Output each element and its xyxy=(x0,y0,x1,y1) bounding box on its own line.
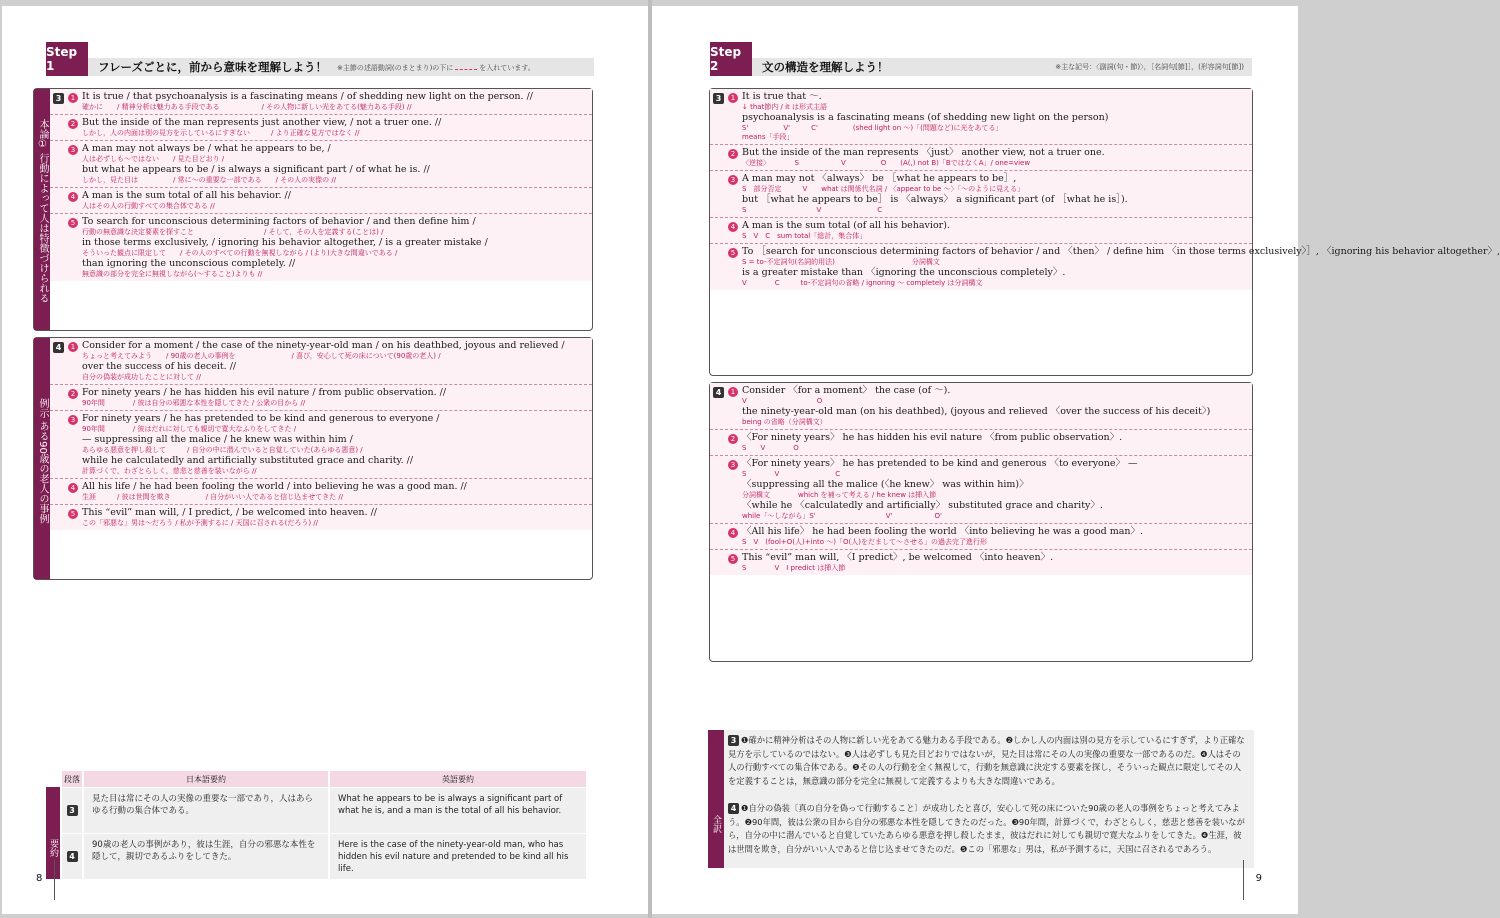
sentence-number: 4 xyxy=(728,222,738,232)
step2-header xyxy=(710,42,1252,76)
english-line: All his life / he had been fooling the world / into believing he was a good man. // xyxy=(82,481,467,492)
japanese-gloss: 人は必ずしも～ではない / 見た目どおり / xyxy=(82,155,225,163)
paragraph-number: 4 xyxy=(713,387,724,398)
sentence-row xyxy=(50,479,592,505)
sentence-number: 4 xyxy=(68,483,78,493)
full-translation xyxy=(708,730,1254,868)
full-translation-text: ❶確かに精神分析はその人物に新しい光をあてる魅力ある手段である。❷しかし人の内面は別の見方を示しているにすぎず，より正確な見方を示しているのではない。❸人は必ずしも見た目どおりではないが，見た目は常にその人の実像の重要な一部であるのだ。❹人はその人の行動すべての集合体である。❺その人の行動を全く無視して，行動を無意識に決定する要素を探し，そういった観点に限定してその人を定義することは，無意識の部分を完全に無視して定義するよりも大きな間違いである。 xyxy=(728,735,1245,786)
japanese-gloss: 確かに / 精神分析は魅力ある手段である / その人物に新しい光をあてる(魅力ある手段) // xyxy=(82,103,412,111)
page-rule-left xyxy=(54,860,55,900)
english-line: than ignoring the unconscious completely. // xyxy=(82,258,296,269)
structure-row xyxy=(710,244,1500,290)
summary-row xyxy=(62,787,592,833)
paragraph-number: 3 xyxy=(53,93,64,104)
structure-annotation: 分詞構文 which を補って考える / he knew は挿入節 xyxy=(742,491,937,499)
japanese-gloss: 90年間 / 彼はだれに対しても親切で寛大なふりをしてきた / xyxy=(82,425,297,433)
summary-header xyxy=(46,771,592,787)
sentence-number: 4 xyxy=(728,528,738,538)
full-translation-paragraph-4 xyxy=(728,802,1248,866)
summary-paragraph-cell xyxy=(62,834,82,879)
sentence-number: 5 xyxy=(68,509,78,519)
paragraph-number: 3 xyxy=(67,805,78,816)
step1-paragraph-4-box xyxy=(33,337,593,580)
summary-side-label: 要約 xyxy=(46,787,60,879)
japanese-gloss: そういった観点に限定して / その人のすべての行動を無視しながら / (より)大きな間違いである / xyxy=(82,249,398,257)
structure-line: But the inside of the man represents 〈just〉 another view, not a truer one. xyxy=(742,147,1105,158)
structure-row xyxy=(710,430,1252,456)
english-line: A man may not always be / what he appears to be, / xyxy=(82,143,331,154)
sentence-number: 2 xyxy=(728,149,738,159)
step2-title-text: 文の構造を理解しよう！ xyxy=(762,60,889,74)
summary-head-japanese: 日本語要約 xyxy=(84,771,328,787)
structure-row xyxy=(710,383,1252,430)
summary-paragraph-cell xyxy=(62,788,82,833)
structure-line: To ［search for unconscious determining factors of behavior / and 〈then〉 / define him 〈in those terms exclusively〉］, 〈ignoring his behavior altogether〉, xyxy=(742,246,1500,257)
english-line: but what he appears to be / is always a significant part / of what he is. // xyxy=(82,164,430,175)
english-line: For ninety years / he has pretended to be kind and generous to everyone / xyxy=(82,413,440,424)
structure-line: Consider 〈for a moment〉 the case (of ～). xyxy=(742,385,951,396)
structure-line: psychoanalysis is a fascinating means (of shedding new light on the person) xyxy=(742,112,1109,123)
sentence-row xyxy=(50,411,592,479)
japanese-gloss: ちょっと考えてみよう / 90歳の老人の事例を / 喜び，安心して死の床について(90歳の老人) / xyxy=(82,352,441,360)
sentence-number: 3 xyxy=(68,145,78,155)
japanese-gloss: あらゆる悪意を押し殺して / 自分の中に潜んでいると自覚していた(あらゆる悪意) / xyxy=(82,446,363,454)
structure-row xyxy=(710,218,1252,244)
summary-english-cell: What he appears to be is always a significant part of what he is, and a man is the total of all his behavior. xyxy=(330,788,586,833)
step1-note xyxy=(337,62,535,73)
dash-mark-sample xyxy=(455,62,477,70)
structure-annotation: S V I predict は挿入節 xyxy=(742,564,846,572)
structure-annotation: S 部分否定 V what は関係代名詞 / 〈appear to be ～〉「～のように見える」 xyxy=(742,185,1025,193)
english-line: But the inside of the man represents just another view, / not a truer one. // xyxy=(82,117,442,128)
step2-title xyxy=(752,58,1252,76)
step2-note: ※主な記号：〈副詞(句・節)〉，［名詞句[節]］，(形容詞句[節]) xyxy=(1055,63,1244,71)
structure-annotation: S V C sum total「総計，集合体」 xyxy=(742,232,867,240)
japanese-gloss: 計算づくで，わざとらしく，慈悲と慈善を装いながら // xyxy=(82,467,257,475)
english-line: — suppressing all the malice / he knew was within him / xyxy=(82,434,353,445)
structure-line: This “evil” man will, 〈I predict〉, be welcomed 〈into heaven〉. xyxy=(742,552,1054,563)
summary-head-english: 英語要約 xyxy=(330,771,586,787)
structure-annotation: 〈逆接〉 S V O (A(,) not B)「BではなくA」/ one=view xyxy=(742,159,1031,167)
sentence-number: 3 xyxy=(728,460,738,470)
structure-annotation: ↓ that節内 / it は形式主語 xyxy=(742,103,828,111)
structure-row xyxy=(710,550,1252,575)
structure-row xyxy=(710,145,1252,171)
structure-row xyxy=(710,524,1252,550)
structure-annotation: S = to-不定詞句(名詞的用法) 分詞構文 xyxy=(742,258,940,266)
japanese-gloss: この「邪悪な」男は～だろう / 私が予測するに / 天国に召される(だろう) // xyxy=(82,519,319,527)
sentence-row xyxy=(50,188,592,214)
japanese-gloss: 90年間 / 彼は自分の邪悪な本性を隠してきた / 公衆の目から // xyxy=(82,399,306,407)
step1-header xyxy=(46,42,594,76)
structure-annotation: means「手段」 xyxy=(742,133,794,141)
page-number-right: 9 xyxy=(1255,873,1262,884)
sentence-number: 3 xyxy=(728,175,738,185)
structure-annotation: S' V' C' (shed light on ～)「(問題など)に光をあてる」 xyxy=(742,124,1003,132)
structure-row xyxy=(710,89,1252,145)
japanese-gloss: 無意識の部分を完全に無視しながら(～すること)よりも // xyxy=(82,270,263,278)
sentence-rows xyxy=(50,89,592,330)
sentence-number: 5 xyxy=(68,218,78,228)
structure-line: is a greater mistake than 〈ignoring the unconscious completely〉. xyxy=(742,267,1066,278)
structure-line: 〈All his life〉 he had been fooling the world 〈into believing he was a good man〉. xyxy=(742,526,1144,537)
sentence-row xyxy=(50,115,592,141)
english-line: It is true / that psychoanalysis is a fascinating means / of shedding new light on the person. // xyxy=(82,91,533,102)
english-line: To search for unconscious determining factors of behavior / and then define him / xyxy=(82,216,476,227)
structure-line: 〈For ninety years〉 he has pretended to be kind and generous 〈to everyone〉 — xyxy=(742,458,1138,469)
structure-line: A man is the sum total (of all his behavior). xyxy=(742,220,950,231)
summary-japanese-cell: 見た目は常にその人の実像の重要な一部であり，人はあらゆる行動の集合体である。 xyxy=(84,788,328,833)
english-line: A man is the sum total of all his behavior. // xyxy=(82,190,291,201)
summary-header-spacer xyxy=(46,771,60,787)
japanese-gloss: しかし，見た目は / 常に～の重要な一部である / その人の実像の // xyxy=(82,176,337,184)
structure-rows xyxy=(710,383,1252,661)
sentence-row xyxy=(50,385,592,411)
structure-line: It is true that ～. xyxy=(742,91,822,102)
structure-row xyxy=(710,171,1252,218)
paragraph-number: 4 xyxy=(67,851,78,862)
full-translation-text: ❶自分の偽装〔真の自分を偽って行動すること〕が成功したと喜び，安心して死の床についた90歳の老人の事例をちょっと考えてみよう。❷90年間，彼は公衆の目から自分の邪悪な本性を隠してきたのだった。❸90年間，計算づくで，わざとらしく，慈悲と慈善を装いながら，自分の中に潜んでいると自覚していたあらゆる悪意を押し殺したまま，彼はだれに対しても親切で寛大なふりをしてきた。❹生涯，彼は世間を欺き，自分がいい人であると信じ込ませてきたのだ。❺この「邪悪な」男は，私が予測するに，天国に召されるであろう。 xyxy=(728,803,1245,854)
right-page xyxy=(652,6,1500,914)
structure-annotation: S V C xyxy=(742,470,841,478)
structure-annotation: S V C xyxy=(742,206,883,214)
sentence-number: 1 xyxy=(68,93,78,103)
summary-body xyxy=(46,787,592,879)
full-translation-paragraph-3 xyxy=(728,734,1248,804)
structure-line: 〈suppressing all the malice (〈he knew〉 was within him)〉 xyxy=(742,479,1029,490)
structure-annotation: while「～しながら」S' V' O' xyxy=(742,512,942,520)
sentence-number: 2 xyxy=(68,389,78,399)
english-line: For ninety years / he has hidden his evil nature / from public observation. // xyxy=(82,387,447,398)
english-line: This “evil” man will, / I predict, / be welcomed into heaven. // xyxy=(82,507,377,518)
left-page xyxy=(2,6,648,914)
sentence-number: 5 xyxy=(728,248,738,258)
sentence-row xyxy=(50,89,592,115)
sentence-number: 1 xyxy=(728,387,738,397)
english-line: while he calculatedly and artificially substituted grace and charity. // xyxy=(82,455,414,466)
paragraph-number: 4 xyxy=(728,803,739,814)
summary-english-cell: Here is the case of the ninety-year-old man, who has hidden his evil nature and pretended to be kind all his life. xyxy=(330,834,586,879)
japanese-gloss: 自分の偽装が成功したことに対して // xyxy=(82,373,201,381)
structure-annotation: being の省略（分詞構文） xyxy=(742,418,827,426)
structure-row xyxy=(710,456,1252,524)
structure-line: A man may not 〈always〉 be ［what he appears to be］, xyxy=(742,173,1017,184)
full-translation-label: 全訳 xyxy=(708,730,724,868)
japanese-gloss: 人はその人の行動すべての集合体である // xyxy=(82,202,215,210)
paragraph-number: 3 xyxy=(713,93,724,104)
sentence-rows xyxy=(50,338,592,579)
sentence-number: 2 xyxy=(728,434,738,444)
step1-badge: Step 1 xyxy=(46,42,88,76)
page-number-left: 8 xyxy=(36,873,43,884)
paragraph-number: 4 xyxy=(53,342,64,353)
page-rule-right xyxy=(1243,860,1244,900)
step1-title-text: フレーズごとに，前から意味を理解しよう！ xyxy=(98,60,327,74)
step2-paragraph-4-box xyxy=(709,382,1253,662)
structure-line: 〈while he 〈calculatedly and artificially〉 substituted grace and charity〉. xyxy=(742,500,1103,511)
structure-line: 〈For ninety years〉 he has hidden his evil nature 〈from public observation〉. xyxy=(742,432,1123,443)
structure-annotation: V C to-不定詞句の省略 / ignoring ～ completely は分詞構文 xyxy=(742,279,983,287)
sentence-row xyxy=(50,141,592,188)
structure-rows xyxy=(710,89,1500,375)
japanese-gloss: しかし，人の内面は別の見方を示しているにすぎない / より正確な見方ではなく // xyxy=(82,129,360,137)
step2-paragraph-3-box xyxy=(709,88,1500,376)
sentence-number: 1 xyxy=(728,93,738,103)
sentence-number: 5 xyxy=(728,554,738,564)
japanese-gloss: 行動の無意識な決定要素を探すこと / そして，その人を定義する(ことは) / xyxy=(82,228,384,236)
step1-note-text: ※主節の述語動詞(のまとまり)の下に xyxy=(336,63,454,72)
step1-paragraph-3-box xyxy=(33,88,593,331)
section-label: 例示 ある90歳の老人の事例 xyxy=(34,338,50,579)
summary-japanese-cell: 90歳の老人の事例があり，彼は生涯，自分の邪悪な本性を隠して，親切であるふりをしてきた。 xyxy=(84,834,328,879)
step1-title xyxy=(88,58,594,76)
section-label: 本論① 行動によって人は特徴づけられる xyxy=(34,89,50,330)
summary-table xyxy=(46,771,592,879)
sentence-number: 1 xyxy=(68,342,78,352)
summary-row xyxy=(62,833,592,879)
paragraph-number: 3 xyxy=(728,735,739,746)
summary-head-paragraph: 段落 xyxy=(62,771,82,787)
structure-annotation: S V O xyxy=(742,444,799,452)
english-line: over the success of his deceit. // xyxy=(82,361,237,372)
sentence-number: 2 xyxy=(68,119,78,129)
sentence-number: 4 xyxy=(68,192,78,202)
sentence-row xyxy=(50,214,592,281)
structure-annotation: S V (fool+O(人)+into ～)「O(人)をだまして～させる」の過去完了進行形 xyxy=(742,538,987,546)
japanese-gloss: 生涯 / 彼は世間を欺き / 自分がいい人であると信じ込ませてきた // xyxy=(82,493,344,501)
structure-annotation: V O xyxy=(742,397,823,405)
step1-note-text2: を入れています。 xyxy=(479,63,535,72)
structure-line: but ［what he appears to be］ is 〈always〉 a significant part (of ［what he is］). xyxy=(742,194,1128,205)
english-line: in those terms exclusively, / ignoring his behavior altogether, / is a greater mistake / xyxy=(82,237,488,248)
english-line: Consider for a moment / the case of the ninety-year-old man / on his deathbed, joyous and relieved / xyxy=(82,340,565,351)
sentence-number: 3 xyxy=(68,415,78,425)
structure-line: the ninety-year-old man (on his deathbed), (joyous and relieved 〈over the success of his deceit〉) xyxy=(742,406,1211,417)
sentence-row xyxy=(50,338,592,385)
sentence-row xyxy=(50,505,592,530)
step2-badge: Step 2 xyxy=(710,42,752,76)
